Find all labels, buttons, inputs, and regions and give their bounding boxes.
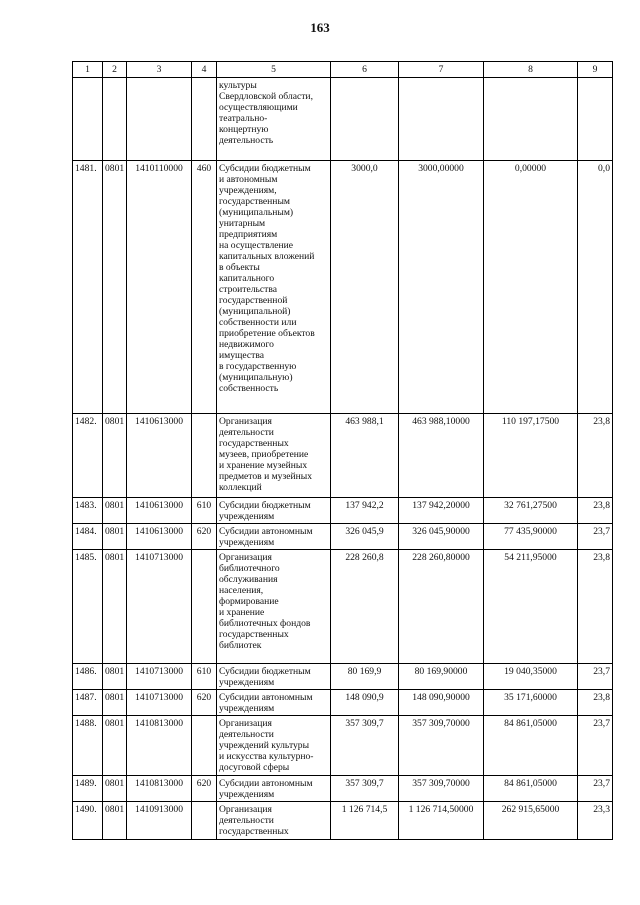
table-row — [73, 690, 613, 716]
article-code: 1410613000 — [127, 414, 192, 498]
executed-amount: 0,00000 — [484, 161, 578, 414]
section-code: 0801 — [103, 664, 127, 690]
article-code: 1410713000 — [127, 550, 192, 664]
header-cell-4: 4 — [192, 62, 217, 78]
executed-amount: 110 197,17500 — [484, 414, 578, 498]
execution-percent: 23,7 — [578, 524, 613, 550]
row-number: 1482. — [73, 414, 103, 498]
section-code: 0801 — [103, 161, 127, 414]
planned-amount: 137 942,2 — [331, 498, 399, 524]
item-name: Организация деятельности учреждений культуры и искусства культурно- досуговой сферы — [217, 716, 331, 776]
executed-amount: 84 861,05000 — [484, 716, 578, 776]
article-code: 1410613000 — [127, 498, 192, 524]
item-name: Организация деятельности государственных музеев, приобретение и хранение музейных предметов и музейных коллекций — [217, 414, 331, 498]
section-code: 0801 — [103, 550, 127, 664]
item-name: Организация деятельности государственных — [217, 802, 331, 840]
table-row — [73, 550, 613, 664]
row-number: 1488. — [73, 716, 103, 776]
executed-amount: 19 040,35000 — [484, 664, 578, 690]
item-name: Субсидии бюджетным и автономным учреждениям, государственным (муниципальным) унитарным предприятиям на осуществление капитальных вложений в объекты капитального строительства государственной (муниципальной) собственности или приобретение объектов недвижимого имущества в государственную (муниципальную) собственность — [217, 161, 331, 414]
planned-amount: 463 988,1 — [331, 414, 399, 498]
row-number: 1483. — [73, 498, 103, 524]
expense-type: 610 — [192, 664, 217, 690]
table-row — [73, 716, 613, 776]
executed-amount: 32 761,27500 — [484, 498, 578, 524]
expense-type — [192, 716, 217, 776]
item-name: Субсидии автономным учреждениям — [217, 690, 331, 716]
execution-percent — [578, 78, 613, 161]
row-number: 1489. — [73, 776, 103, 802]
section-code: 0801 — [103, 414, 127, 498]
section-code: 0801 — [103, 776, 127, 802]
article-code: 1410110000 — [127, 161, 192, 414]
article-code: 1410613000 — [127, 524, 192, 550]
table-row — [73, 776, 613, 802]
expense-type: 460 — [192, 161, 217, 414]
header-cell-8: 8 — [484, 62, 578, 78]
header-cell-7: 7 — [399, 62, 484, 78]
section-code: 0801 — [103, 498, 127, 524]
item-name: культуры Свердловской области, осуществляющими театрально- концертную деятельность — [217, 78, 331, 161]
row-number: 1484. — [73, 524, 103, 550]
adjusted-amount — [399, 78, 484, 161]
planned-amount: 148 090,9 — [331, 690, 399, 716]
adjusted-amount: 357 309,70000 — [399, 716, 484, 776]
article-code: 1410713000 — [127, 690, 192, 716]
section-code — [103, 78, 127, 161]
expense-type — [192, 550, 217, 664]
adjusted-amount: 228 260,80000 — [399, 550, 484, 664]
table-row — [73, 498, 613, 524]
section-code: 0801 — [103, 802, 127, 840]
adjusted-amount: 463 988,10000 — [399, 414, 484, 498]
page-number: 163 — [310, 20, 330, 35]
article-code — [127, 78, 192, 161]
planned-amount: 3000,0 — [331, 161, 399, 414]
execution-percent: 23,3 — [578, 802, 613, 840]
section-code: 0801 — [103, 690, 127, 716]
execution-percent: 0,0 — [578, 161, 613, 414]
expense-type: 620 — [192, 524, 217, 550]
adjusted-amount: 3000,00000 — [399, 161, 484, 414]
execution-percent: 23,7 — [578, 664, 613, 690]
table-row — [73, 161, 613, 414]
expense-type: 610 — [192, 498, 217, 524]
article-code: 1410713000 — [127, 664, 192, 690]
article-code: 1410813000 — [127, 716, 192, 776]
table-row — [73, 78, 613, 161]
adjusted-amount: 80 169,90000 — [399, 664, 484, 690]
table-row — [73, 414, 613, 498]
adjusted-amount: 1 126 714,50000 — [399, 802, 484, 840]
expense-type — [192, 802, 217, 840]
executed-amount: 262 915,65000 — [484, 802, 578, 840]
header-cell-9: 9 — [578, 62, 613, 78]
adjusted-amount: 326 045,90000 — [399, 524, 484, 550]
expense-type: 620 — [192, 690, 217, 716]
planned-amount — [331, 78, 399, 161]
row-number: 1486. — [73, 664, 103, 690]
item-name: Организация библиотечного обслуживания населения, формирование и хранение библиотечных фондов государственных библиотек — [217, 550, 331, 664]
budget-table — [72, 61, 613, 840]
planned-amount: 357 309,7 — [331, 716, 399, 776]
table-row — [73, 802, 613, 840]
row-number: 1490. — [73, 802, 103, 840]
header-cell-6: 6 — [331, 62, 399, 78]
item-name: Субсидии бюджетным учреждениям — [217, 498, 331, 524]
row-number — [73, 78, 103, 161]
section-code: 0801 — [103, 524, 127, 550]
planned-amount: 357 309,7 — [331, 776, 399, 802]
expense-type: 620 — [192, 776, 217, 802]
row-number: 1481. — [73, 161, 103, 414]
execution-percent: 23,8 — [578, 550, 613, 664]
table-row — [73, 664, 613, 690]
header-cell-5: 5 — [217, 62, 331, 78]
row-number: 1485. — [73, 550, 103, 664]
executed-amount: 84 861,05000 — [484, 776, 578, 802]
adjusted-amount: 148 090,90000 — [399, 690, 484, 716]
table-row — [73, 524, 613, 550]
execution-percent: 23,8 — [578, 414, 613, 498]
header-cell-3: 3 — [127, 62, 192, 78]
item-name: Субсидии бюджетным учреждениям — [217, 664, 331, 690]
executed-amount: 54 211,95000 — [484, 550, 578, 664]
section-code: 0801 — [103, 716, 127, 776]
executed-amount: 77 435,90000 — [484, 524, 578, 550]
header-row — [73, 62, 613, 78]
execution-percent: 23,8 — [578, 690, 613, 716]
adjusted-amount: 137 942,20000 — [399, 498, 484, 524]
planned-amount: 326 045,9 — [331, 524, 399, 550]
expense-type — [192, 414, 217, 498]
executed-amount — [484, 78, 578, 161]
item-name: Субсидии автономным учреждениям — [217, 776, 331, 802]
execution-percent: 23,7 — [578, 716, 613, 776]
header-cell-2: 2 — [103, 62, 127, 78]
expense-type — [192, 78, 217, 161]
execution-percent: 23,8 — [578, 498, 613, 524]
planned-amount: 80 169,9 — [331, 664, 399, 690]
header-cell-1: 1 — [73, 62, 103, 78]
article-code: 1410813000 — [127, 776, 192, 802]
item-name: Субсидии автономным учреждениям — [217, 524, 331, 550]
row-number: 1487. — [73, 690, 103, 716]
adjusted-amount: 357 309,70000 — [399, 776, 484, 802]
executed-amount: 35 171,60000 — [484, 690, 578, 716]
planned-amount: 1 126 714,5 — [331, 802, 399, 840]
execution-percent: 23,7 — [578, 776, 613, 802]
planned-amount: 228 260,8 — [331, 550, 399, 664]
article-code: 1410913000 — [127, 802, 192, 840]
